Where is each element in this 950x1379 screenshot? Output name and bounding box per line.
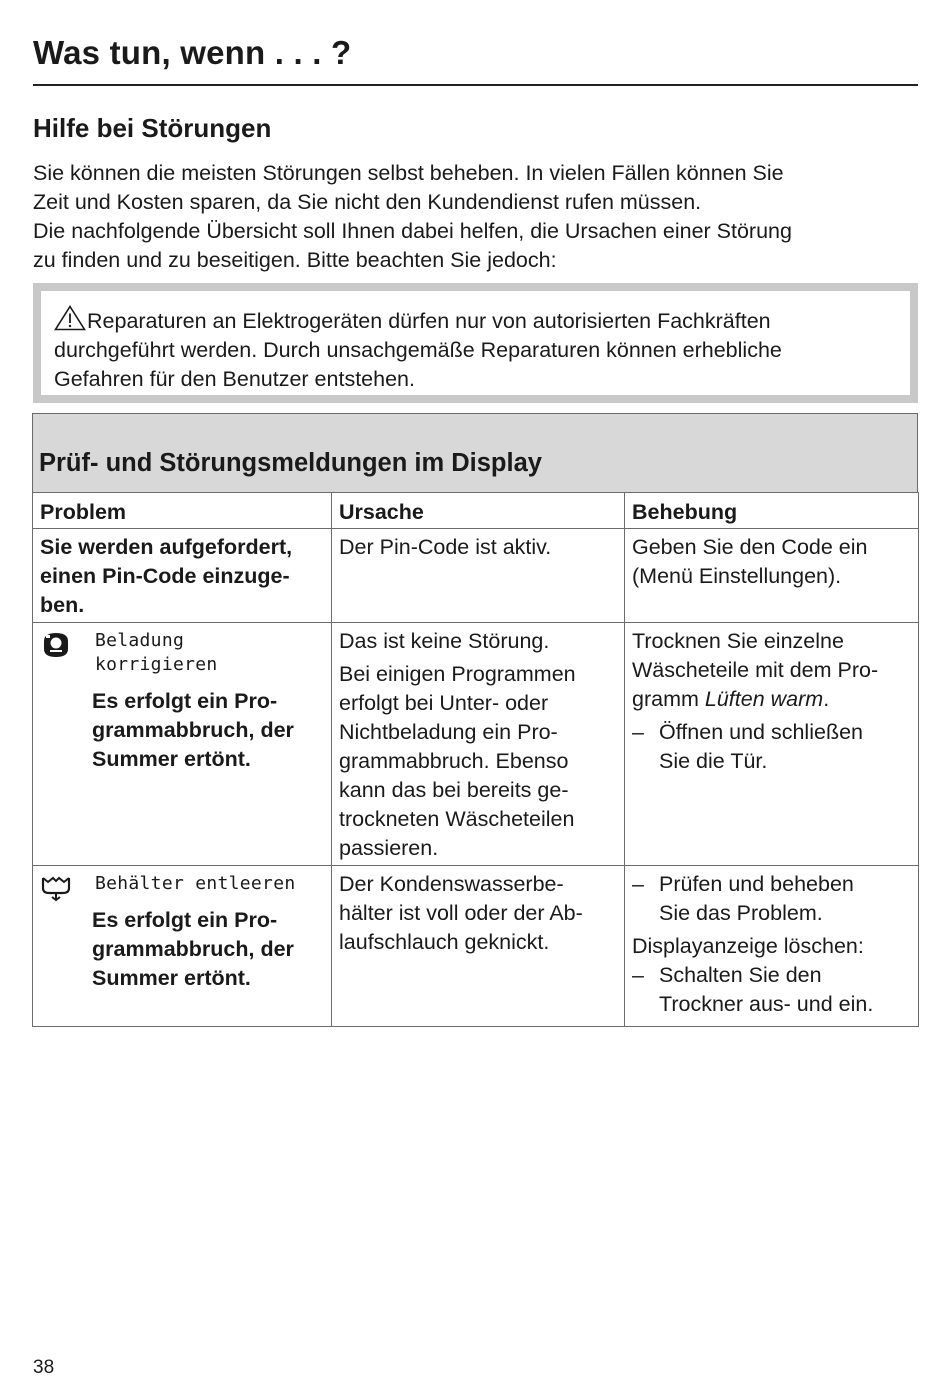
dash-text: Sie das Problem. [659, 901, 823, 925]
problem-line: ben. [40, 593, 85, 617]
problem-line: Es erfolgt ein Pro- [92, 908, 278, 932]
section-title: Hilfe bei Störungen [33, 113, 272, 143]
dash-text: Sie die Tür. [659, 749, 768, 773]
header-problem: Problem [33, 493, 332, 529]
dash-mark: – [632, 720, 644, 744]
remedy-line: (Menü Einstellungen). [632, 564, 842, 588]
program-name: Lüften warm [704, 687, 824, 711]
cause-line: Nichtbeladung ein Pro- [339, 720, 558, 744]
remedy-line: Wäscheteile mit dem Pro- [632, 658, 879, 682]
cause-line: passieren. [339, 836, 439, 860]
cause-cell [332, 866, 625, 1027]
dash-item [632, 718, 912, 747]
problem-cell [33, 623, 332, 866]
intro-line: Die nachfolgende Übersicht soll Ihnen dabei helfen, die Ursachen einer Störung [33, 219, 792, 243]
remedy-prefix: gramm [632, 687, 699, 711]
cause-cell [332, 623, 625, 866]
remedy-cell [625, 529, 919, 623]
remedy-cell [625, 623, 919, 866]
container-empty-icon [40, 872, 72, 902]
cause-line: trockneten Wäscheteilen [339, 807, 575, 831]
display-text [95, 629, 218, 677]
intro-paragraph [33, 159, 918, 275]
warning-box [33, 283, 918, 403]
page-title: Was tun, wenn . . . ? [33, 34, 352, 71]
intro-line: Zeit und Kosten sparen, da Sie nicht den Kundendienst rufen müssen. [33, 190, 702, 214]
problem-description [40, 687, 325, 774]
warning-line: Gefahren für den Benutzer entstehen. [54, 367, 415, 391]
header-remedy: Behebung [625, 493, 919, 529]
display-message [40, 870, 325, 900]
title-rule [33, 84, 918, 86]
remedy-step [632, 718, 912, 776]
warning-text: Reparaturen an Elektrogeräten dürfen nur von autorisierten Fachkräften [87, 309, 771, 333]
display-line: Behälter entleeren [95, 873, 296, 894]
problem-line: grammabbruch, der [92, 937, 294, 961]
table-title-bar [32, 413, 918, 492]
dash-text: Schalten Sie den [659, 963, 822, 987]
problem-line: einen Pin-Code einzuge- [40, 564, 290, 588]
dash-item [632, 870, 912, 899]
dash-mark: – [632, 872, 644, 896]
problem-description [40, 906, 325, 993]
cause-cell [332, 529, 625, 623]
cause-line: erfolgt bei Unter- oder [339, 691, 549, 715]
dash-mark: – [632, 963, 644, 987]
warning-triangle-icon [54, 305, 86, 331]
intro-line: zu finden und zu beseitigen. Bitte beachten Sie jedoch: [33, 248, 557, 272]
cause-line: grammabbruch. Ebenso [339, 749, 569, 773]
problem-line: Summer ertönt. [92, 747, 251, 771]
display-text [95, 872, 295, 896]
load-correction-icon [40, 629, 72, 661]
cause-line: kann das bei bereits ge- [339, 778, 569, 802]
cause-line: hälter ist voll oder der Ab- [339, 901, 583, 925]
cause-line: Das ist keine Störung. [339, 629, 550, 653]
cause-detail [339, 660, 618, 863]
problem-line: Summer ertönt. [92, 966, 251, 990]
warning-line [54, 305, 910, 336]
problem-line: Sie werden aufgefordert, [40, 535, 293, 559]
problem-line: grammabbruch, der [92, 718, 294, 742]
dash-text: Prüfen und beheben [659, 872, 854, 896]
table-row [33, 866, 919, 1027]
dash-text: Öffnen und schließen [659, 720, 863, 744]
page-number: 38 [33, 1357, 55, 1378]
header-cause: Ursache [332, 493, 625, 529]
dash-text: Trockner aus- und ein. [659, 992, 874, 1016]
cause-line: Bei einigen Programmen [339, 662, 576, 686]
remedy-line: Geben Sie den Code ein [632, 535, 868, 559]
fault-table [32, 492, 919, 1027]
dash-item [632, 961, 912, 990]
cause-line: laufschlauch geknickt. [339, 930, 550, 954]
remedy-line: Trocknen Sie einzelne [632, 629, 844, 653]
cause-line: Der Kondenswasserbe- [339, 872, 564, 896]
table-header-row [33, 493, 919, 529]
warning-line: durchgeführt werden. Durch unsachgemäße Reparaturen können erhebliche [54, 338, 782, 362]
display-message [40, 627, 325, 683]
remedy-line: Displayanzeige löschen: [632, 934, 864, 958]
problem-cell [33, 866, 332, 1027]
remedy-cell [625, 866, 919, 1027]
problem-cell [33, 529, 332, 623]
intro-line: Sie können die meisten Störungen selbst beheben. In vielen Fällen können Sie [33, 161, 784, 185]
remedy-suffix: . [823, 687, 830, 711]
problem-line: Es erfolgt ein Pro- [92, 689, 278, 713]
display-line: korrigieren [95, 654, 218, 675]
table-title: Prüf- und Störungsmeldungen im Display [39, 449, 542, 477]
remedy-line [632, 685, 912, 714]
display-line: Beladung [95, 630, 185, 651]
table-row [33, 529, 919, 623]
table-row [33, 623, 919, 866]
cause-line: Der Pin-Code ist aktiv. [339, 535, 552, 559]
